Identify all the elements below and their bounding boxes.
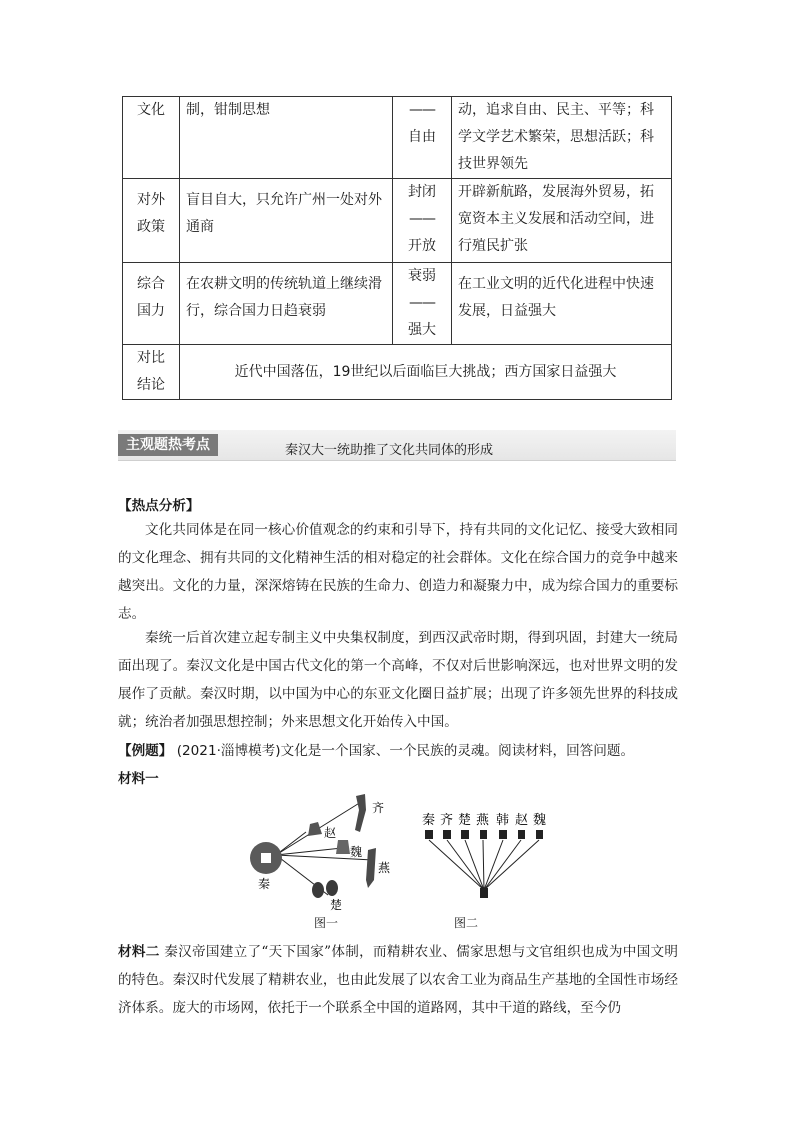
material-2-text: 秦汉帝国建立了“天下国家”体制，而精耕农业、儒家思想与文官组织也成为中国文明的特色。秦汉时代发展了精耕农业，也由此发展了以农舍工业为商品生产基地的全国性市场经济体系。庞大的市场网，依托于一个联系全中国的道路网，其中干道的路线，至今仍 bbox=[118, 944, 678, 1016]
china-cell: 盲目自大，只允许广州一处对外通商 bbox=[180, 179, 393, 263]
example-line bbox=[118, 740, 634, 762]
state-label: 秦 bbox=[422, 813, 436, 828]
state-label: 赵 bbox=[515, 813, 529, 828]
figure-2-caption: 图二 bbox=[454, 916, 479, 930]
material-2-label: 材料二 bbox=[118, 944, 160, 960]
table-row bbox=[123, 263, 672, 345]
china-cell: 在农耕文明的传统轨道上继续滑行，综合国力日趋衰弱 bbox=[180, 263, 393, 345]
state-label: 燕 bbox=[378, 861, 391, 875]
example-text: 文化是一个国家、一个民族的灵魂。阅读材料，回答问题。 bbox=[280, 743, 635, 759]
example-tag: 【例题】 bbox=[118, 743, 173, 759]
coins-illustration bbox=[238, 792, 398, 912]
analysis-paragraph-1: 文化共同体是在同一核心价值观念的约束和引导下，持有共同的文化记忆、接受大致相同的文化理念、拥有共同的文化精神生活的相对稳定的社会群体。文化在综合国力的竞争中越来越突出。文化的力量，深深熔铸在民族的生命力、创造力和凝聚力中，成为综合国力的重要标志。 bbox=[118, 522, 678, 622]
state-label: 楚 bbox=[458, 813, 472, 828]
analysis-header: 【热点分析】 bbox=[118, 498, 200, 514]
banner-tag: 主观题热考点 bbox=[118, 434, 218, 456]
west-cell: 动，追求自由、民主、平等；科学文学艺术繁荣，思想活跃；科技世界领先 bbox=[452, 97, 672, 179]
state-label: 楚 bbox=[330, 898, 343, 912]
trend-cell: 衰弱 —— 强大 bbox=[393, 263, 452, 345]
row-label: 对比 结论 bbox=[123, 345, 180, 400]
state-label: 燕 bbox=[476, 813, 490, 828]
table-row bbox=[123, 345, 672, 400]
row-label: 对外 政策 bbox=[123, 179, 180, 263]
west-cell: 在工业文明的近代化进程中快速发展，日益强大 bbox=[452, 263, 672, 345]
comparison-table bbox=[122, 96, 672, 400]
row-label: 综合 国力 bbox=[123, 263, 180, 345]
trend-cell: —— 自由 bbox=[393, 97, 452, 179]
trend-cell: 封闭 —— 开放 bbox=[393, 179, 452, 263]
state-label: 韩 bbox=[496, 813, 510, 828]
table-row bbox=[123, 179, 672, 263]
section-banner bbox=[118, 430, 676, 461]
figure-1-coins bbox=[238, 792, 398, 912]
scripts-illustration bbox=[416, 810, 556, 902]
state-label: 齐 bbox=[372, 801, 385, 815]
material-1-label: 材料一 bbox=[118, 771, 159, 787]
example-source: (2021·淄博模考) bbox=[176, 743, 281, 759]
china-cell: 制，钳制思想 bbox=[180, 97, 393, 179]
state-label: 魏 bbox=[350, 845, 363, 859]
banner-title: 秦汉大一统助推了文化共同体的形成 bbox=[285, 443, 494, 458]
state-label: 赵 bbox=[324, 826, 337, 840]
analysis-paragraph-2: 秦统一后首次建立起专制主义中央集权制度，到西汉武帝时期，得到巩固，封建大一统局面出现了。秦汉文化是中国古代文化的第一个高峰，不仅对后世影响深远，也对世界文明的发展作了贡献。秦汉时期，以中国为中心的东亚文化圈日益扩展；出现了许多领先世界的科技成就；统治者加强思想控制；外来思想文化开始传入中国。 bbox=[118, 630, 678, 730]
state-label: 秦 bbox=[258, 877, 271, 891]
table-row bbox=[123, 97, 672, 179]
west-cell: 开辟新航路，发展海外贸易，拓宽资本主义发展和活动空间，进行殖民扩张 bbox=[452, 179, 672, 263]
state-label: 魏 bbox=[533, 813, 547, 828]
conclusion-cell: 近代中国落伍，19世纪以后面临巨大挑战；西方国家日益强大 bbox=[180, 345, 672, 400]
state-label: 齐 bbox=[440, 813, 454, 828]
material-2-paragraph bbox=[118, 938, 678, 1022]
figure-2-scripts bbox=[416, 810, 556, 902]
row-label: 文化 bbox=[123, 97, 180, 179]
figure-1-caption: 图一 bbox=[314, 916, 339, 930]
